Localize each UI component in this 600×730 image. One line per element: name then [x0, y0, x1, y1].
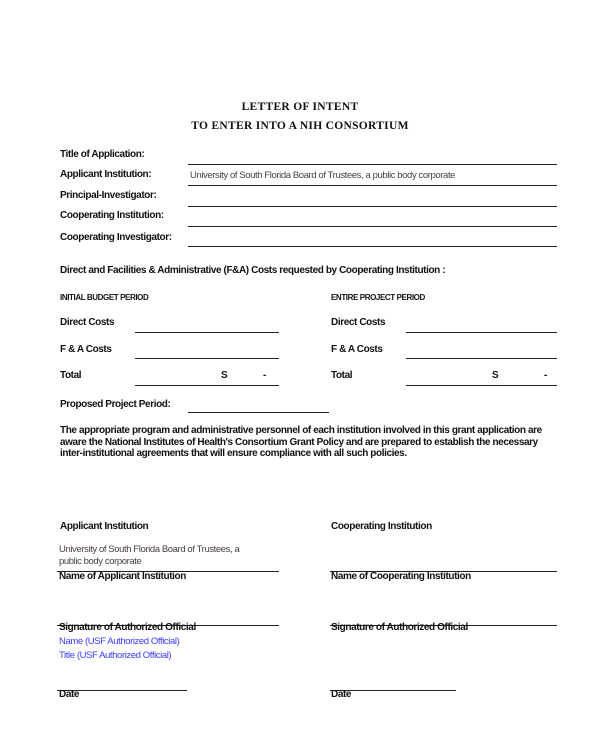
field-coop-inst-input[interactable] — [188, 226, 557, 227]
initial-total-line — [135, 385, 279, 386]
costs-heading: Direct and Facilities & Administrative (F&A) Costs requested by Cooperating Institution : — [60, 265, 446, 276]
doc-title: LETTER OF INTENT — [241, 101, 359, 113]
field-label-coop-inst: Cooperating Institution: — [60, 210, 164, 221]
doc-subtitle: TO ENTER INTO A NIH CONSORTIUM — [191, 120, 409, 132]
initial-total-value: - — [263, 370, 266, 381]
cooperating-signature-label: Signature of Authorized Official — [331, 622, 468, 633]
applicant-official-name: Name (USF Authorized Official) — [59, 636, 180, 647]
initial-direct-input[interactable] — [135, 332, 279, 333]
entire-total-currency: S — [492, 370, 499, 381]
entire-direct-input[interactable] — [406, 332, 557, 333]
initial-total-label: Total — [60, 370, 82, 381]
applicant-date-label: Date — [59, 689, 80, 700]
entire-fa-label: F & A Costs — [331, 344, 383, 355]
applicant-name-value-2: public body corporate — [59, 556, 142, 567]
applicant-name-value-1: University of South Florida Board of Trustees, a — [59, 544, 240, 555]
applicant-signature-label: Signature of Authorized Official — [59, 622, 196, 633]
initial-fa-label: F & A Costs — [60, 344, 112, 355]
cooperating-heading: Cooperating Institution — [331, 521, 432, 532]
entire-total-value: - — [544, 370, 547, 381]
field-applicant-line — [188, 185, 557, 186]
initial-period-header: INITIAL BUDGET PERIOD — [60, 293, 149, 302]
initial-fa-input[interactable] — [135, 358, 279, 359]
applicant-heading: Applicant Institution — [60, 521, 149, 532]
initial-total-currency: S — [221, 370, 228, 381]
initial-direct-label: Direct Costs — [60, 317, 115, 328]
entire-total-label: Total — [331, 370, 353, 381]
cooperating-date-label: Date — [331, 689, 352, 700]
field-label-title: Title of Application: — [60, 149, 145, 160]
field-applicant-value[interactable]: University of South Florida Board of Trustees, a public body corporate — [190, 170, 456, 181]
field-pi-input[interactable] — [188, 206, 557, 207]
field-label-pi: Principal-Investigator: — [60, 190, 157, 201]
field-label-applicant: Applicant Institution: — [60, 169, 152, 180]
proposed-period-label: Proposed Project Period: — [60, 399, 171, 410]
entire-direct-label: Direct Costs — [331, 317, 386, 328]
entire-total-line — [406, 385, 557, 386]
entire-fa-input[interactable] — [406, 358, 557, 359]
applicant-name-label: Name of Applicant Institution — [59, 571, 186, 582]
field-coop-inv-input[interactable] — [188, 246, 557, 247]
field-title-input[interactable] — [188, 164, 557, 165]
applicant-official-title: Title (USF Authorized Official) — [59, 650, 172, 661]
cooperating-name-label: Name of Cooperating Institution — [331, 571, 471, 582]
consortium-paragraph: The appropriate program and administrative personnel of each institution involved in this grant application are aware the National Institutes of Health's Consortium Grant Policy and are prepared to establish the necessary inter-institutional agreements that will ensure compliance with all such policies. — [60, 425, 542, 459]
field-label-coop-inv: Cooperating Investigator: — [60, 232, 172, 243]
entire-period-header: ENTIRE PROJECT PERIOD — [331, 293, 425, 302]
proposed-period-input[interactable] — [188, 412, 329, 413]
